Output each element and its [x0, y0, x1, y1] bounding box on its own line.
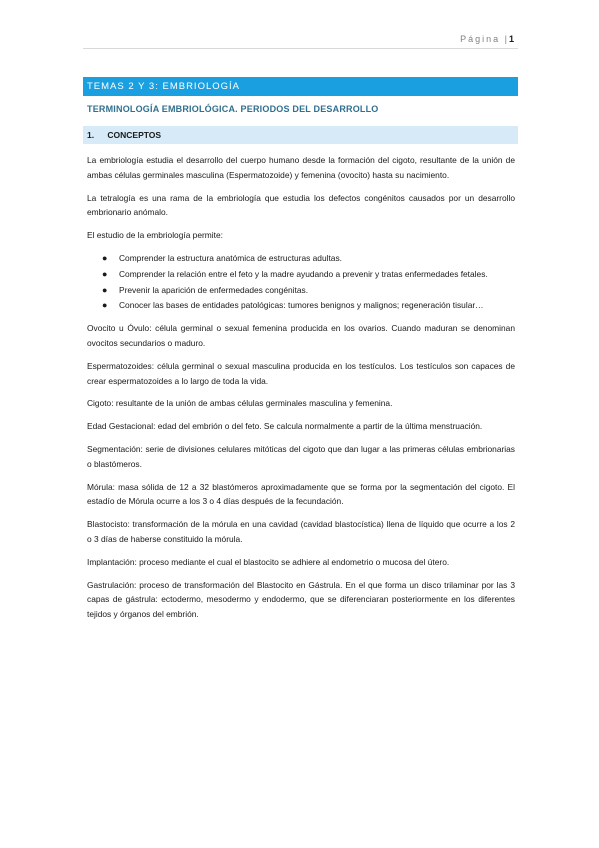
definition-morula: Mórula: masa sólida de 12 a 32 blastómeros aproximadamente que se forma por la segmentación del cigoto. El estadío de Mórula ocurre a los 3 o 4 días después de la fecundación. [87, 481, 515, 507]
definition-gastrulacion: Gastrulación: proceso de transformación del Blastocito en Gástrula. En el que forma un disco trilaminar por las 3 capas de gástrula: ectodermo, mesodermo y endodermo, que se diferenciaran posteriormente en los diferentes tejidos y órganos del embrión. [87, 579, 515, 620]
bullet-icon: ● [102, 284, 108, 295]
list-item: ● Prevenir la aparición de enfermedades congénitas. [119, 283, 515, 298]
purposes-list [87, 251, 515, 313]
definition-cigoto: Cigoto: resultante de la unión de ambas células germinales masculina y femenina. [87, 398, 393, 409]
definition-segmentacion: Segmentación: serie de divisiones celulares mitóticas del cigoto que dan lugar a las primeras células embrionarias o blastómeros. [87, 443, 515, 469]
section-title: CONCEPTOS [107, 130, 162, 140]
paragraph-purposes-lead: El estudio de la embriología permite: [87, 230, 223, 241]
list-item: ● Conocer las bases de entidades patológicas: tumores benignos y malignos; regeneración tisular… [119, 298, 515, 313]
page-number: 1 [508, 34, 514, 44]
paragraph-teratology: La tetralogía es una rama de la embriología que estudia los defectos congénitos causados por un desarrollo embrionario anómalo. [87, 192, 515, 218]
bullet-icon: ● [102, 268, 108, 279]
section-heading [83, 126, 518, 144]
definition-blastocisto: Blastocisto: transformación de la mórula en una cavidad (cavidad blastocística) llena de líquido que ocurre a los 2 o 3 días de haberse constituido la mórula. [87, 519, 515, 544]
content-body [87, 153, 515, 630]
paragraph-intro: La embriología estudia el desarrollo del cuerpo humano desde la formación del cigoto, resultante de la unión de ambas células germinales masculina (Espermatozoide) y femenina (ovocito) hasta su nacimiento. [87, 155, 515, 180]
list-item: ● Comprender la estructura anatómica de estructuras adultas. [119, 251, 515, 266]
definition-ovocito: Ovocito u Óvulo: célula germinal o sexual femenina producida en los ovarios. Cuando maduran se denominan ovocitos secundarios o maduro. [87, 323, 515, 348]
subtitle: TERMINOLOGÍA EMBRIOLÓGICA. PERIODOS DEL DESARROLLO [87, 104, 379, 114]
page-separator: | [504, 34, 507, 44]
page-label: Página [460, 34, 501, 44]
chapter-title: TEMAS 2 Y 3: EMBRIOLOGÍA [83, 77, 518, 96]
header-rule [83, 48, 518, 49]
definition-edad-gestacional: Edad Gestacional: edad del embrión o del feto. Se calcula normalmente a partir de la última menstruación. [87, 421, 483, 432]
definition-espermatozoides: Espermatozoides: célula germinal o sexual masculina producida en los testículos. Los testículos son capaces de crear espermatozoides a lo largo de toda la vida. [87, 360, 515, 386]
bullet-icon: ● [102, 300, 108, 311]
bullet-icon: ● [102, 252, 108, 263]
list-item: ● Comprender la relación entre el feto y la madre ayudando a prevenir y tratas enfermedades fetales. [119, 267, 515, 282]
page-header [83, 34, 514, 44]
definition-implantacion: Implantación: proceso mediante el cual el blastocito se adhiere al endometrio o mucosa del útero. [87, 556, 450, 567]
section-number: 1. [87, 130, 95, 140]
